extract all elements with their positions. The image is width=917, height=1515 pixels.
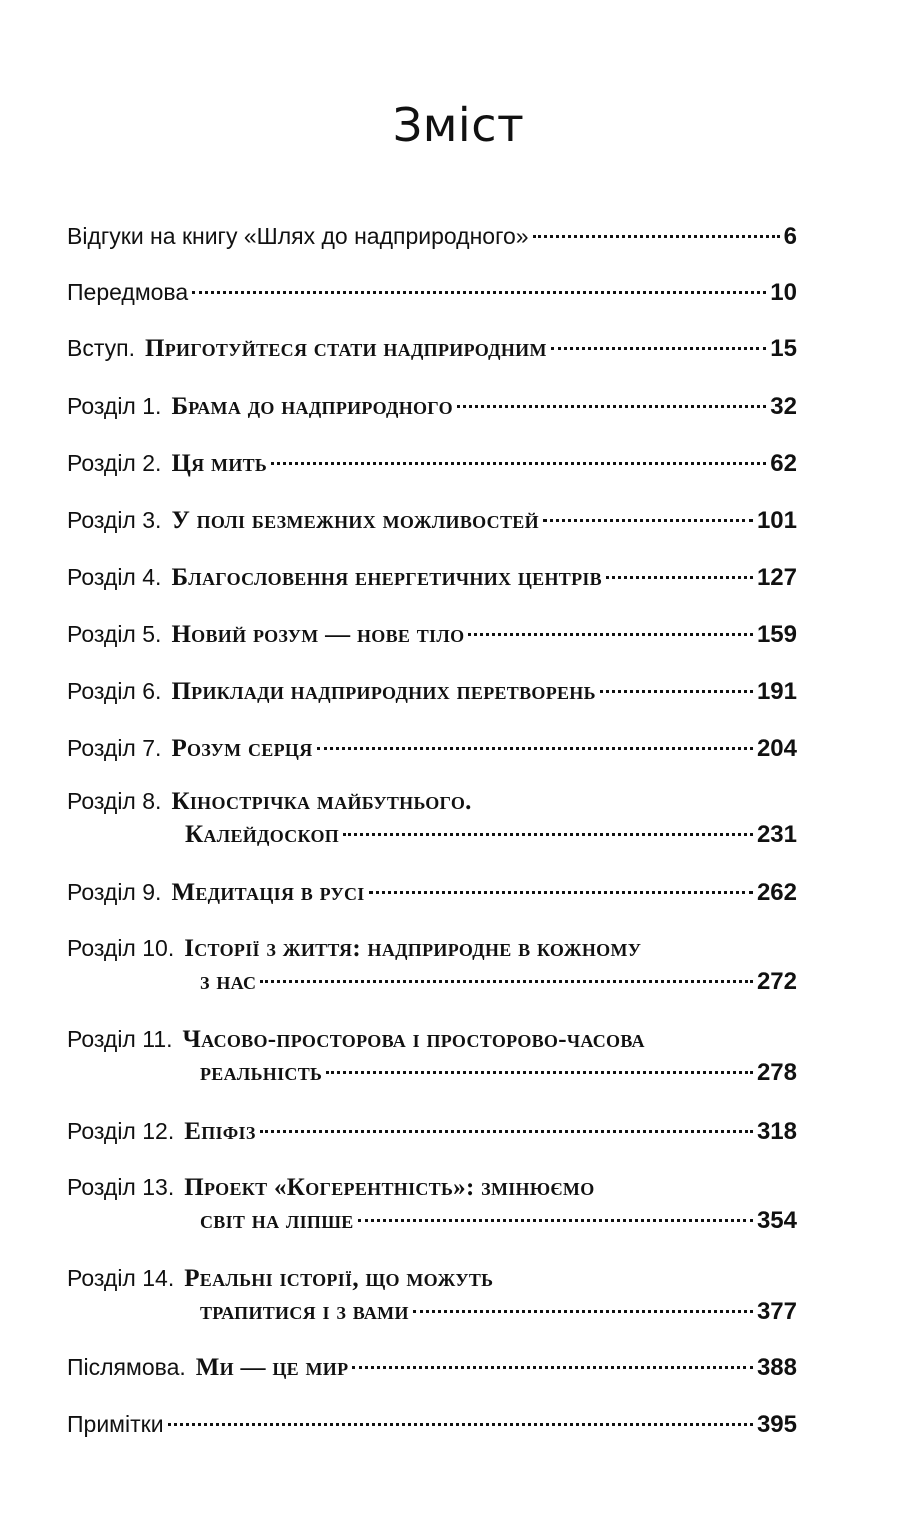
entry-label: Розділ 6. — [67, 678, 162, 704]
toc-entry — [67, 504, 797, 536]
toc-entry — [67, 447, 797, 479]
page-number: 15 — [770, 335, 797, 362]
entry-label: Розділ 9. — [67, 879, 162, 905]
page-number: 354 — [756, 1207, 797, 1234]
page-number: 101 — [756, 507, 797, 534]
chapter-title: Проект «Когерентність»: змінюємо — [184, 1174, 595, 1201]
toc-entry — [67, 561, 797, 593]
entry-label: Розділ 3. — [67, 507, 162, 533]
leader-dots — [326, 1071, 753, 1074]
chapter-title-continued: світ на ліпше — [200, 1207, 354, 1234]
page-number: 272 — [756, 968, 797, 995]
page-number: 388 — [756, 1354, 797, 1381]
entry-label: Розділ 2. — [67, 450, 162, 476]
leader-dots — [413, 1310, 753, 1313]
chapter-title: Ми — це мир — [195, 1354, 349, 1381]
entry-label: Розділ 11. — [67, 1026, 173, 1052]
chapter-title: Історії з життя: надприродне в кожному — [184, 935, 642, 962]
entry-label: Вступ. — [67, 335, 135, 361]
page-number: 262 — [756, 879, 797, 906]
toc-entry — [67, 1408, 797, 1440]
leader-dots — [168, 1423, 753, 1426]
leader-dots — [358, 1219, 753, 1222]
toc-entry — [67, 675, 797, 707]
page-number: 6 — [783, 223, 797, 250]
entry-label: Розділ 4. — [67, 564, 162, 590]
toc-entry — [67, 1115, 797, 1147]
leader-dots — [192, 291, 766, 294]
leader-dots — [543, 519, 753, 522]
entry-label: Примітки — [67, 1411, 164, 1437]
chapter-title: Кінострічка майбутнього. — [171, 788, 472, 815]
chapter-title: Ця мить — [171, 450, 268, 477]
entry-label: Післямова. — [67, 1354, 186, 1380]
page-number: 377 — [756, 1298, 797, 1325]
leader-dots — [533, 235, 780, 238]
entry-label: Розділ 12. — [67, 1118, 175, 1144]
toc-entry — [67, 1262, 797, 1328]
page-number: 318 — [756, 1118, 797, 1145]
chapter-title-continued: реальність — [200, 1059, 323, 1086]
chapter-title: Приготуйтеся стати надприродним — [144, 335, 547, 362]
chapter-title: Часово-просторова і просторово-часова — [182, 1026, 645, 1053]
toc-entry — [67, 1023, 797, 1089]
toc-entry — [67, 785, 797, 851]
entry-label: Розділ 14. — [67, 1265, 175, 1291]
leader-dots — [606, 576, 753, 579]
leader-dots — [551, 347, 767, 350]
page-number: 159 — [756, 621, 797, 648]
leader-dots — [468, 633, 753, 636]
leader-dots — [260, 1130, 753, 1133]
entry-label: Розділ 13. — [67, 1174, 175, 1200]
leader-dots — [260, 980, 753, 983]
page-number: 62 — [770, 450, 797, 477]
leader-dots — [317, 747, 753, 750]
chapter-title-continued: трапитися і з вами — [200, 1298, 409, 1325]
page-number: 191 — [756, 678, 797, 705]
toc-entry — [67, 332, 797, 364]
page-number: 32 — [770, 393, 797, 420]
chapter-title: Брама до надприродного — [171, 393, 453, 420]
toc-entry — [67, 932, 797, 998]
entry-label: Передмова — [67, 279, 189, 305]
leader-dots — [352, 1366, 753, 1369]
chapter-title: Епіфіз — [184, 1118, 256, 1145]
page-number: 204 — [756, 735, 797, 762]
entry-label: Розділ 5. — [67, 621, 162, 647]
leader-dots — [369, 891, 753, 894]
toc-entry — [67, 276, 797, 308]
entry-label: Розділ 8. — [67, 788, 162, 814]
chapter-title-continued: з нас — [200, 968, 257, 995]
chapter-title: Приклади надприродних перетворень — [171, 678, 596, 705]
page-number: 278 — [756, 1059, 797, 1086]
chapter-title: У полі безмежних можливостей — [171, 507, 539, 534]
chapter-title-continued: Калейдоскоп — [185, 821, 340, 848]
toc-entry — [67, 390, 797, 422]
leader-dots — [343, 833, 753, 836]
chapter-title: Розум серця — [171, 735, 313, 762]
entry-label: Відгуки на книгу «Шлях до надприродного» — [67, 223, 529, 249]
entry-label: Розділ 1. — [67, 393, 162, 419]
toc-entry — [67, 1171, 797, 1237]
toc-entry — [67, 876, 797, 908]
leader-dots — [457, 405, 766, 408]
toc-entry — [67, 1351, 797, 1383]
leader-dots — [271, 462, 766, 465]
chapter-title: Реальні історії, що можуть — [184, 1265, 494, 1292]
toc-entry — [67, 732, 797, 764]
entry-label: Розділ 10. — [67, 935, 175, 961]
leader-dots — [600, 690, 753, 693]
toc-entry — [67, 618, 797, 650]
chapter-title: Благословення енергетичних центрів — [171, 564, 602, 591]
page-number: 127 — [756, 564, 797, 591]
chapter-title: Новий розум — нове тіло — [171, 621, 465, 648]
page-number: 231 — [756, 821, 797, 848]
page-title: Зміст — [392, 98, 525, 152]
page-number: 395 — [756, 1411, 797, 1438]
toc-entry — [67, 220, 797, 252]
entry-label: Розділ 7. — [67, 735, 162, 761]
chapter-title: Медитація в русі — [171, 879, 365, 906]
page-number: 10 — [770, 279, 797, 306]
